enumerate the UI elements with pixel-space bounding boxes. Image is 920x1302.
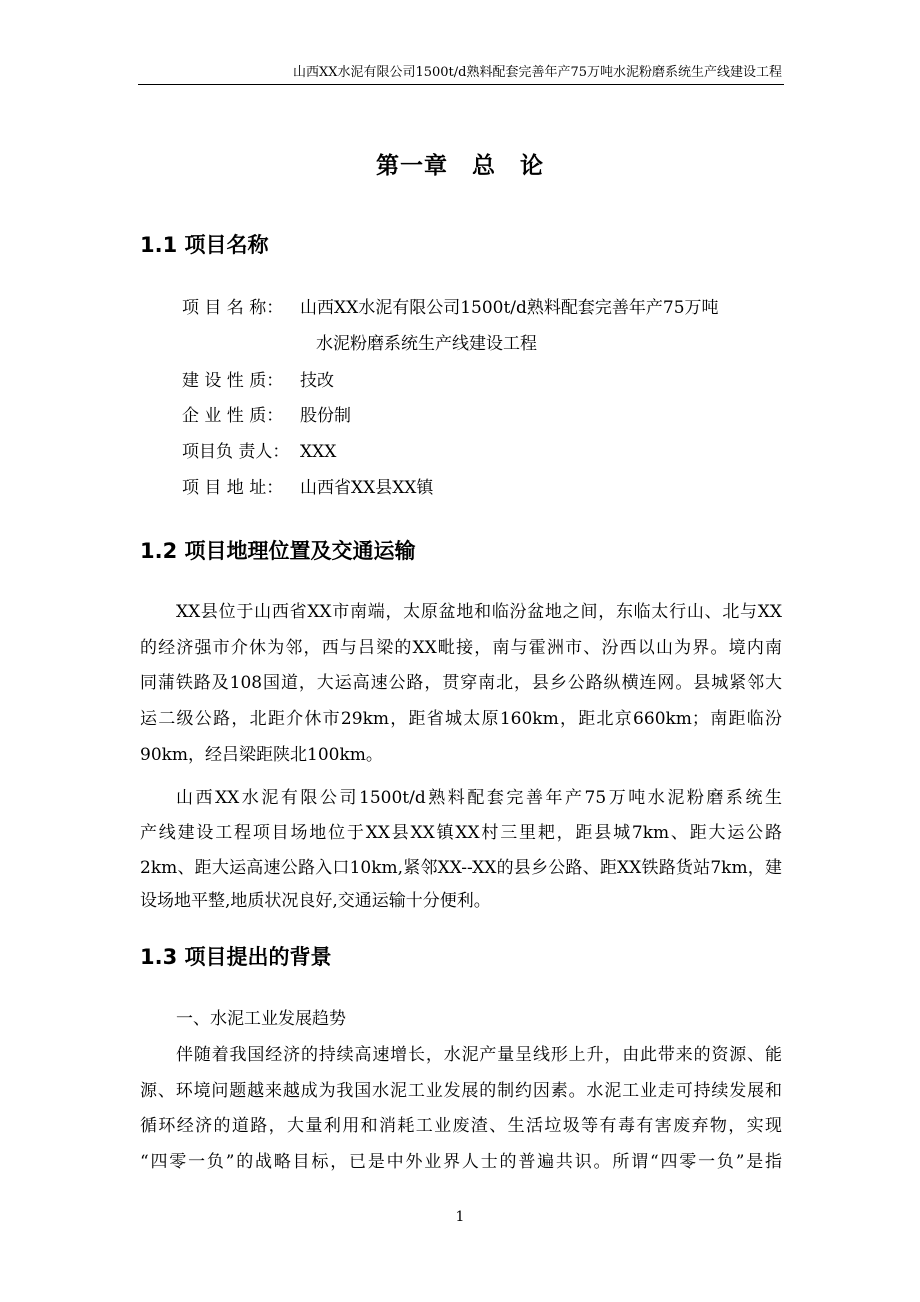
paragraph-line: 同蒲铁路及108国道，大运高速公路，贯穿南北，县乡公路纵横连网。县城紧邻大	[140, 673, 782, 693]
info-row-project-address	[182, 476, 433, 500]
info-label: 项目负 责人：	[182, 442, 290, 462]
info-label: 建 设 性 质：	[182, 371, 284, 391]
paragraph-line: 源、环境问题越来越成为我国水泥工业发展的制约因素。水泥工业走可持续发展和	[140, 1081, 782, 1101]
section-heading-1-2: 1.2 项目地理位置及交通运输	[140, 539, 416, 563]
info-row-project-name	[182, 296, 719, 320]
paragraph-line: 90km，经吕梁距陕北100km。	[140, 745, 383, 765]
paragraph-line: 产线建设工程项目场地位于XX县XX镇XX村三里耙，距县城7km、距大运公路	[140, 823, 782, 843]
paragraph-line: 设场地平整,地质状况良好,交通运输十分便利。	[140, 891, 491, 911]
chapter-title: 第一章 总 论	[376, 153, 544, 179]
paragraph-line: XX县位于山西省XX市南端，太原盆地和临汾盆地之间，东临太行山、北与XX	[176, 602, 782, 622]
info-value: 技改	[300, 371, 334, 391]
info-row-project-leader	[182, 440, 336, 464]
info-row-enterprise-type	[182, 404, 351, 428]
info-row-construction-type	[182, 369, 334, 393]
info-label: 企 业 性 质：	[182, 406, 284, 426]
page-number: 1	[455, 1209, 465, 1225]
section-heading-1-1: 1.1 项目名称	[140, 233, 269, 257]
running-header: 山西XX水泥有限公司1500t/d熟料配套完善年产75万吨水泥粉磨系统生产线建设工程	[292, 65, 782, 80]
paragraph-line: 2km、距大运高速公路入口10km,紧邻XX--XX的县乡公路、距XX铁路货站7km，建	[140, 858, 782, 878]
info-value: XXX	[300, 442, 337, 462]
section-heading-1-3: 1.3 项目提出的背景	[140, 945, 332, 969]
info-value: 山西XX水泥有限公司1500t/d熟料配套完善年产75万吨	[300, 298, 719, 318]
subheading: 一、水泥工业发展趋势	[176, 1009, 346, 1029]
info-value: 山西省XX县XX镇	[300, 478, 434, 498]
info-label: 项 目 地 址：	[182, 478, 284, 498]
paragraph-line: “四零一负”的战略目标，已是中外业界人士的普遍共识。所谓“四零一负”是指	[140, 1152, 782, 1172]
info-label: 项 目 名 称：	[182, 298, 284, 318]
paragraph-line: 的经济强市介休为邻，西与吕梁的XX毗接，南与霍洲市、汾西以山为界。境内南	[140, 638, 782, 658]
paragraph-line: 伴随着我国经济的持续高速增长，水泥产量呈线形上升，由此带来的资源、能	[176, 1045, 782, 1065]
header-rule	[138, 84, 784, 85]
paragraph-line: 运二级公路，北距介休市29km，距省城太原160km，距北京660km；南距临汾	[140, 709, 782, 729]
info-row-project-name-continued: 水泥粉磨系统生产线建设工程	[316, 334, 537, 354]
paragraph-line: 循环经济的道路，大量利用和消耗工业废渣、生活垃圾等有毒有害废弃物，实现	[140, 1116, 782, 1136]
info-value: 股份制	[300, 406, 351, 426]
paragraph-line: 山西XX水泥有限公司1500t/d熟料配套完善年产75万吨水泥粉磨系统生	[176, 788, 782, 808]
